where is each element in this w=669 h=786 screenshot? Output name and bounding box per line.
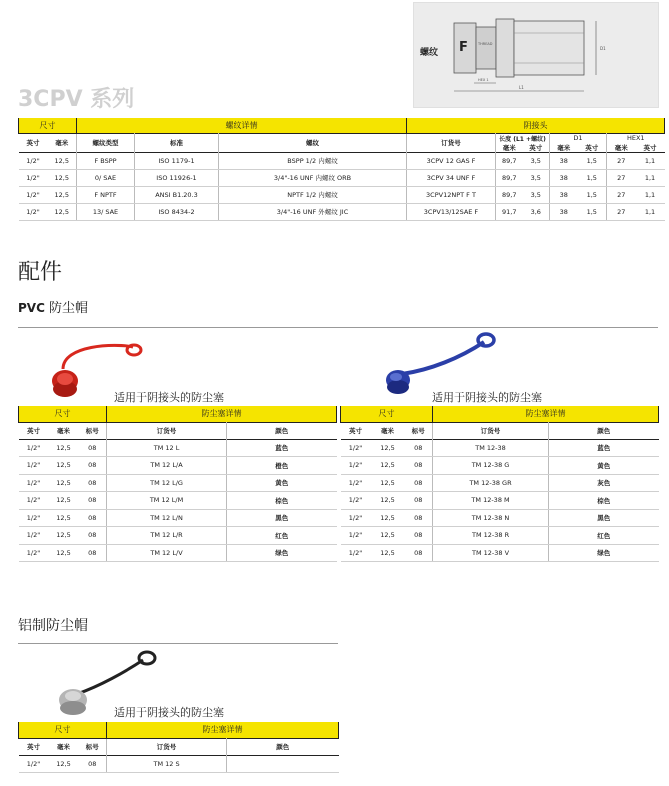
pvc-left-table <box>18 406 337 562</box>
pvc-right-group-size: 尺寸 <box>341 406 433 422</box>
main-cell-std: ISO 8434-2 <box>135 203 219 220</box>
main-cell-l_in: 3,5 <box>523 169 550 186</box>
col-order-no: 订货号 <box>407 133 496 152</box>
pvc-left-cell-label: 08 <box>79 439 107 457</box>
pvc-right-cell-inch: 1/2" <box>341 492 371 510</box>
alu-cell-label: 08 <box>79 755 107 772</box>
pvc-right-col-color: 颜色 <box>549 422 659 439</box>
pvc-left-row <box>19 544 337 562</box>
main-cell-mm: 12,5 <box>48 203 77 220</box>
col-d1: D1 <box>550 133 607 143</box>
pvc-right-col-inch: 英寸 <box>341 422 371 439</box>
pvc-left-cell-color: 橙色 <box>227 457 337 475</box>
pvc-right-cell-mm: 12,5 <box>371 544 405 562</box>
pvc-left-cell-label: 08 <box>79 474 107 492</box>
main-cell-h_in: 1,1 <box>636 169 665 186</box>
pvc-left-group-detail: 防尘塞详情 <box>107 406 337 422</box>
pvc-right-cell-label: 08 <box>405 457 433 475</box>
main-cell-mm: 12,5 <box>48 169 77 186</box>
alu-col-mm: 毫米 <box>49 738 79 755</box>
drawing-hex-mark: HEX 1 <box>478 78 489 82</box>
pvc-left-group-size: 尺寸 <box>19 406 107 422</box>
main-cell-thread: NPTF 1/2 内螺纹 <box>219 186 407 203</box>
accessories-title: 配件 <box>18 260 63 285</box>
pvc-right-cell-inch: 1/2" <box>341 439 371 457</box>
pvc-right-cell-order: TM 12-38 G <box>433 457 549 475</box>
main-cell-order: 3CPV13/12SAE F <box>407 203 496 220</box>
col-standard: 标准 <box>135 133 219 152</box>
main-cell-d_in: 1,5 <box>578 169 607 186</box>
col-hex: HEX1 <box>607 133 665 143</box>
pvc-right-cell-mm: 12,5 <box>371 439 405 457</box>
main-cell-inch: 1/2" <box>19 186 48 203</box>
pvc-left-cell-order: TM 12 L/A <box>107 457 227 475</box>
pvc-left-cell-label: 08 <box>79 544 107 562</box>
pvc-right-cell-color: 红色 <box>549 527 659 545</box>
main-cell-d_mm: 38 <box>550 186 578 203</box>
pvc-left-cell-mm: 12,5 <box>49 492 79 510</box>
main-cell-h_in: 1,1 <box>636 203 665 220</box>
main-cell-l_in: 3,6 <box>523 203 550 220</box>
pvc-left-cell-color: 红色 <box>227 527 337 545</box>
coupler-drawing-svg <box>414 3 658 107</box>
blue-dust-cap-icon <box>380 330 500 398</box>
col-d1-in: 英寸 <box>578 143 607 153</box>
main-cell-h_in: 1,1 <box>636 186 665 203</box>
pvc-caption-right: 适用于阴接头的防尘塞 <box>432 391 542 404</box>
alu-cell-color <box>227 755 339 772</box>
main-cell-type: F NPTF <box>77 186 135 203</box>
pvc-right-cell-label: 08 <box>405 439 433 457</box>
pvc-right-cell-inch: 1/2" <box>341 509 371 527</box>
main-cell-l_in: 3,5 <box>523 152 550 169</box>
main-cell-type: 0/ SAE <box>77 169 135 186</box>
pvc-left-cell-order: TM 12 L/N <box>107 509 227 527</box>
pvc-left-cell-color: 绿色 <box>227 544 337 562</box>
main-cell-h_mm: 27 <box>607 203 636 220</box>
pvc-right-cell-color: 蓝色 <box>549 439 659 457</box>
pvc-left-row <box>19 474 337 492</box>
pvc-left-row <box>19 457 337 475</box>
col-thread: 螺纹 <box>219 133 407 152</box>
pvc-left-cell-mm: 12,5 <box>49 457 79 475</box>
col-mm: 毫米 <box>48 133 77 152</box>
main-cell-inch: 1/2" <box>19 169 48 186</box>
pvc-title: PVC 防尘帽 <box>18 301 89 316</box>
pvc-left-cell-inch: 1/2" <box>19 492 49 510</box>
pvc-right-table <box>340 406 659 562</box>
pvc-left-row <box>19 509 337 527</box>
pvc-rule <box>18 327 658 328</box>
main-cell-order: 3CPV12NPT F T <box>407 186 496 203</box>
alu-cell-inch: 1/2" <box>19 755 49 772</box>
main-cell-inch: 1/2" <box>19 152 48 169</box>
pvc-left-cell-mm: 12,5 <box>49 527 79 545</box>
pvc-left-cell-inch: 1/2" <box>19 457 49 475</box>
main-cell-thread: BSPP 1/2 内螺纹 <box>219 152 407 169</box>
pvc-left-cell-color: 黑色 <box>227 509 337 527</box>
main-row <box>19 203 665 220</box>
pvc-right-col-mm: 毫米 <box>371 422 405 439</box>
pvc-right-cell-color: 灰色 <box>549 474 659 492</box>
main-cell-d_in: 1,5 <box>578 203 607 220</box>
alu-rule <box>18 643 338 644</box>
pvc-left-cell-color: 棕色 <box>227 492 337 510</box>
alu-table <box>18 722 339 773</box>
main-cell-d_in: 1,5 <box>578 152 607 169</box>
pvc-left-cell-color: 黄色 <box>227 474 337 492</box>
pvc-right-cell-inch: 1/2" <box>341 474 371 492</box>
pvc-left-col-order: 订货号 <box>107 422 227 439</box>
alu-group-size: 尺寸 <box>19 722 107 738</box>
pvc-left-cell-label: 08 <box>79 492 107 510</box>
main-cell-thread: 3/4"-16 UNF 外螺纹 JIC <box>219 203 407 220</box>
col-d1-mm: 毫米 <box>550 143 578 153</box>
pvc-right-cell-mm: 12,5 <box>371 474 405 492</box>
pvc-left-cell-inch: 1/2" <box>19 474 49 492</box>
main-cell-l_mm: 91,7 <box>496 203 523 220</box>
alu-col-order: 订货号 <box>107 738 227 755</box>
col-length-in: 英寸 <box>523 143 550 153</box>
alu-group-detail: 防尘塞详情 <box>107 722 339 738</box>
main-cell-h_mm: 27 <box>607 186 636 203</box>
drawing-thread-mark: THREAD <box>478 42 493 46</box>
pvc-right-cell-color: 黄色 <box>549 457 659 475</box>
pvc-right-cell-color: 黑色 <box>549 509 659 527</box>
pvc-left-cell-inch: 1/2" <box>19 544 49 562</box>
group-size: 尺寸 <box>19 118 77 133</box>
pvc-left-col-label: 标号 <box>79 422 107 439</box>
pvc-left-cell-inch: 1/2" <box>19 439 49 457</box>
pvc-left-cell-inch: 1/2" <box>19 509 49 527</box>
main-cell-thread: 3/4"-16 UNF 内螺纹 ORB <box>219 169 407 186</box>
main-cell-type: 13/ SAE <box>77 203 135 220</box>
col-hex-mm: 毫米 <box>607 143 636 153</box>
main-cell-h_mm: 27 <box>607 169 636 186</box>
main-cell-mm: 12,5 <box>48 186 77 203</box>
main-cell-order: 3CPV 34 UNF F <box>407 169 496 186</box>
pvc-left-col-color: 颜色 <box>227 422 337 439</box>
pvc-right-cell-label: 08 <box>405 474 433 492</box>
alu-caption: 适用于阴接头的防尘塞 <box>114 706 224 719</box>
alu-col-label: 标号 <box>79 738 107 755</box>
main-cell-d_mm: 38 <box>550 152 578 169</box>
pvc-left-row <box>19 492 337 510</box>
pvc-right-cell-order: TM 12-38 N <box>433 509 549 527</box>
main-cell-l_in: 3,5 <box>523 186 550 203</box>
pvc-left-cell-order: TM 12 L <box>107 439 227 457</box>
main-cell-l_mm: 89,7 <box>496 169 523 186</box>
pvc-left-cell-order: TM 12 L/G <box>107 474 227 492</box>
pvc-left-cell-order: TM 12 L/V <box>107 544 227 562</box>
alu-cell-mm: 12,5 <box>49 755 79 772</box>
main-row <box>19 169 665 186</box>
group-female: 阴接头 <box>407 118 665 133</box>
pvc-right-row <box>341 457 659 475</box>
pvc-right-cell-order: TM 12-38 <box>433 439 549 457</box>
pvc-left-cell-mm: 12,5 <box>49 474 79 492</box>
pvc-right-cell-inch: 1/2" <box>341 457 371 475</box>
main-cell-std: ANSI B1.20.3 <box>135 186 219 203</box>
pvc-left-col-inch: 英寸 <box>19 422 49 439</box>
pvc-right-cell-color: 棕色 <box>549 492 659 510</box>
pvc-right-cell-label: 08 <box>405 509 433 527</box>
alu-title: 铝制防尘帽 <box>18 618 88 634</box>
pvc-caption-left: 适用于阴接头的防尘塞 <box>114 391 224 404</box>
pvc-left-cell-label: 08 <box>79 527 107 545</box>
pvc-right-row <box>341 439 659 457</box>
pvc-right-row <box>341 492 659 510</box>
pvc-right-cell-label: 08 <box>405 492 433 510</box>
pvc-right-col-order: 订货号 <box>433 422 549 439</box>
pvc-left-row <box>19 439 337 457</box>
main-row <box>19 152 665 169</box>
main-cell-mm: 12,5 <box>48 152 77 169</box>
col-length: 长度 (L1 +螺纹) <box>496 133 550 143</box>
pvc-left-cell-order: TM 12 L/M <box>107 492 227 510</box>
pvc-right-group-detail: 防尘塞详情 <box>433 406 659 422</box>
pvc-right-cell-order: TM 12-38 R <box>433 527 549 545</box>
pvc-right-cell-label: 08 <box>405 544 433 562</box>
pvc-left-cell-mm: 12,5 <box>49 439 79 457</box>
pvc-right-row <box>341 527 659 545</box>
pvc-right-cell-mm: 12,5 <box>371 492 405 510</box>
pvc-left-cell-label: 08 <box>79 457 107 475</box>
pvc-right-cell-label: 08 <box>405 527 433 545</box>
main-row <box>19 186 665 203</box>
pvc-right-cell-mm: 12,5 <box>371 509 405 527</box>
pvc-left-cell-mm: 12,5 <box>49 509 79 527</box>
pvc-right-cell-order: TM 12-38 V <box>433 544 549 562</box>
main-cell-l_mm: 89,7 <box>496 186 523 203</box>
col-thread-type: 螺纹类型 <box>77 133 135 152</box>
pvc-right-cell-inch: 1/2" <box>341 527 371 545</box>
main-cell-h_mm: 27 <box>607 152 636 169</box>
col-inch: 英寸 <box>19 133 48 152</box>
pvc-right-cell-order: TM 12-38 M <box>433 492 549 510</box>
product-drawing <box>413 2 659 108</box>
col-length-mm: 毫米 <box>496 143 523 153</box>
pvc-right-cell-color: 绿色 <box>549 544 659 562</box>
col-hex-in: 英寸 <box>636 143 665 153</box>
pvc-left-cell-label: 08 <box>79 509 107 527</box>
pvc-right-cell-mm: 12,5 <box>371 457 405 475</box>
main-cell-std: ISO 1179-1 <box>135 152 219 169</box>
pvc-left-col-mm: 毫米 <box>49 422 79 439</box>
pvc-right-row <box>341 474 659 492</box>
pvc-right-col-label: 标号 <box>405 422 433 439</box>
drawing-letter: F <box>459 40 468 55</box>
alu-cell-order: TM 12 S <box>107 755 227 772</box>
main-cell-inch: 1/2" <box>19 203 48 220</box>
alu-col-color: 颜色 <box>227 738 339 755</box>
drawing-d1-mark: D1 <box>600 46 606 51</box>
pvc-left-cell-color: 蓝色 <box>227 439 337 457</box>
pvc-right-cell-inch: 1/2" <box>341 544 371 562</box>
pvc-left-cell-mm: 12,5 <box>49 544 79 562</box>
main-cell-order: 3CPV 12 GAS F <box>407 152 496 169</box>
pvc-left-row <box>19 527 337 545</box>
pvc-left-cell-inch: 1/2" <box>19 527 49 545</box>
drawing-thread-label: 螺纹 <box>420 48 439 58</box>
main-cell-std: ISO 11926-1 <box>135 169 219 186</box>
main-spec-table <box>18 118 665 221</box>
main-cell-d_mm: 38 <box>550 203 578 220</box>
pvc-left-cell-order: TM 12 L/R <box>107 527 227 545</box>
main-cell-d_in: 1,5 <box>578 186 607 203</box>
drawing-l1-mark: L1 <box>519 85 524 90</box>
main-cell-d_mm: 38 <box>550 169 578 186</box>
pvc-right-row <box>341 544 659 562</box>
main-cell-type: F BSPP <box>77 152 135 169</box>
pvc-right-row <box>341 509 659 527</box>
main-cell-h_in: 1,1 <box>636 152 665 169</box>
main-cell-l_mm: 89,7 <box>496 152 523 169</box>
pvc-right-cell-mm: 12,5 <box>371 527 405 545</box>
pvc-right-cell-order: TM 12-38 GR <box>433 474 549 492</box>
alu-row <box>19 755 339 772</box>
series-title: 3CPV 系列 <box>18 87 135 112</box>
alu-col-inch: 英寸 <box>19 738 49 755</box>
group-thread-detail: 螺纹详情 <box>77 118 407 133</box>
